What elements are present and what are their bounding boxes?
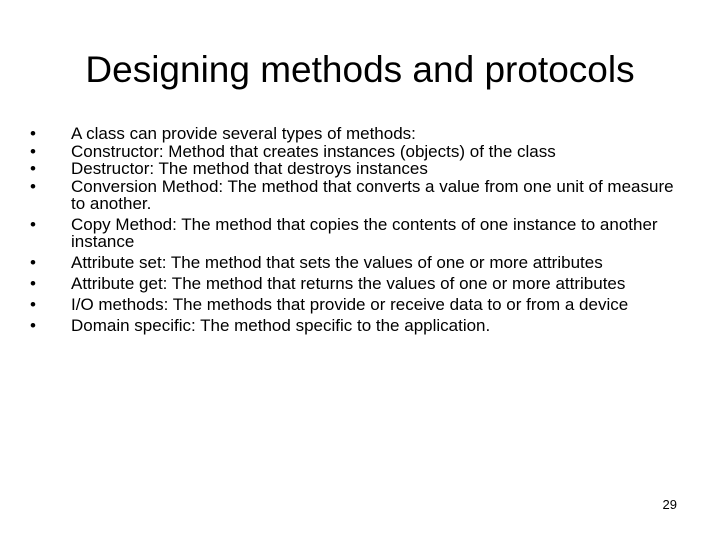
- bullet-dot-icon: •: [30, 159, 36, 178]
- bullet-list: [30, 125, 690, 338]
- slide-title: Designing methods and protocols: [85, 49, 635, 90]
- bullet-text: I/O methods: The methods that provide or receive data to or from a device: [71, 295, 629, 315]
- bullet-item: [30, 160, 690, 178]
- bullet-item: [30, 254, 690, 272]
- bullet-item: [30, 317, 690, 335]
- bullet-text: Attribute get: The method that returns the values of one or more attributes: [71, 274, 626, 294]
- bullet-item: [30, 296, 690, 314]
- bullet-dot-icon: •: [30, 124, 36, 143]
- bullet-item: [30, 178, 690, 213]
- bullet-item: [30, 216, 690, 251]
- bullet-item: [30, 125, 690, 143]
- bullet-text: Attribute set: The method that sets the values of one or more attributes: [71, 253, 603, 273]
- bullet-dot-icon: •: [30, 253, 36, 273]
- bullet-text: A class can provide several types of methods:: [71, 124, 416, 143]
- bullet-item: [30, 275, 690, 293]
- bullet-text: Conversion Method: The method that converts a value from one unit of measure to another.: [71, 176, 674, 213]
- bullet-dot-icon: •: [30, 141, 36, 161]
- bullet-text: Constructor: Method that creates instances (objects) of the class: [71, 141, 556, 161]
- bullet-dot-icon: •: [30, 295, 36, 315]
- bullet-text: Copy Method: The method that copies the contents of one instance to another instance: [71, 214, 658, 252]
- bullet-text: Destructor: The method that destroys instances: [71, 159, 428, 178]
- bullet-item: [30, 143, 690, 161]
- bullet-text: Domain specific: The method specific to the application.: [71, 315, 491, 335]
- bullet-dot-icon: •: [30, 214, 36, 234]
- page-number: 29: [662, 497, 677, 512]
- bullet-dot-icon: •: [30, 176, 36, 196]
- bullet-dot-icon: •: [30, 315, 36, 335]
- bullet-dot-icon: •: [30, 274, 36, 294]
